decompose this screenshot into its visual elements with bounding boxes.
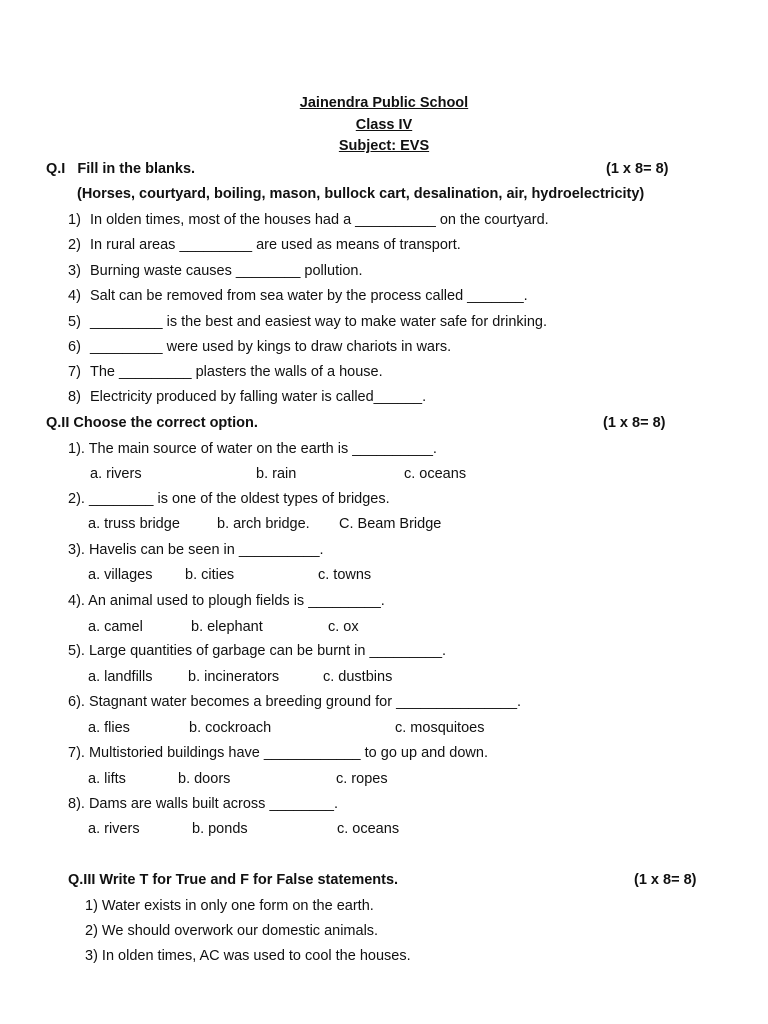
q1-item-text: _________ is the best and easiest way to make water safe for drinking.	[90, 314, 548, 330]
q2-question: 3). Havelis can be seen in __________.	[68, 542, 324, 558]
q2-marks: (1 x 8= 8)	[603, 415, 666, 431]
q2-option-b: b. ponds	[192, 821, 248, 837]
q1-item-text: The _________ plasters the walls of a house.	[90, 364, 383, 380]
q2-option-b: b. doors	[178, 771, 231, 787]
q2-question: 7). Multistoried buildings have ____________ to go up and down.	[68, 745, 488, 761]
q2-option-c: C. Beam Bridge	[339, 516, 442, 532]
subject-label: Subject: EVS	[338, 138, 430, 154]
q2-option-c: c. dustbins	[323, 669, 393, 685]
q2-question: 8). Dams are walls built across ________.	[68, 796, 338, 812]
q2-option-c: c. mosquitoes	[395, 720, 485, 736]
q2-option-b: b. incinerators	[188, 669, 280, 685]
q2-option-a: a. villages	[88, 567, 153, 583]
q2-question: 6). Stagnant water becomes a breeding ground for _______________.	[68, 694, 522, 710]
q2-option-c: c. ox	[328, 619, 359, 635]
q2-question: 1). The main source of water on the earth is __________.	[68, 441, 437, 457]
q2-option-b: b. arch bridge.	[217, 516, 310, 532]
q2-option-a: a. landfills	[88, 669, 153, 685]
q2-option-a: a. lifts	[88, 771, 126, 787]
class-label: Class IV	[355, 117, 413, 133]
q2-option-b: b. elephant	[191, 619, 263, 635]
q1-item-text: Salt can be removed from sea water by the process called _______.	[90, 288, 528, 304]
q2-option-a: a. truss bridge	[88, 516, 180, 532]
q1-item-num: 6)	[68, 339, 81, 355]
q1-item-text: Electricity produced by falling water is called______.	[90, 389, 427, 405]
q2-option-a: a. rivers	[88, 821, 140, 837]
q1-item-text: Burning waste causes ________ pollution.	[90, 263, 363, 279]
q1-item-num: 7)	[68, 364, 81, 380]
q2-option-a: a. camel	[88, 619, 143, 635]
q1-item-num: 2)	[68, 237, 81, 253]
q1-title: Q.I Fill in the blanks.	[46, 161, 196, 177]
q3-statement: 1) Water exists in only one form on the earth.	[85, 898, 374, 914]
q1-marks: (1 x 8= 8)	[606, 161, 669, 177]
q1-item-text: In olden times, most of the houses had a __________ on the courtyard.	[90, 212, 549, 228]
q2-option-c: c. oceans	[337, 821, 400, 837]
q1-item-text: In rural areas _________ are used as means of transport.	[90, 237, 461, 253]
q2-option-a: a. rivers	[90, 466, 142, 482]
q2-question: 2). ________ is one of the oldest types of bridges.	[68, 491, 390, 507]
q2-option-a: a. flies	[88, 720, 130, 736]
q3-statement: 2) We should overwork our domestic animals.	[85, 923, 379, 939]
q1-item-num: 8)	[68, 389, 81, 405]
q2-option-b: b. cockroach	[189, 720, 272, 736]
q1-item-num: 1)	[68, 212, 81, 228]
school-name: Jainendra Public School	[299, 95, 469, 111]
q3-title: Q.III Write T for True and F for False statements.	[68, 872, 399, 888]
q3-marks: (1 x 8= 8)	[634, 872, 697, 888]
q2-option-b: b. cities	[185, 567, 235, 583]
q1-word-bank: (Horses, courtyard, boiling, mason, bullock cart, desalination, air, hydroelectricity)	[77, 186, 645, 202]
q2-title: Q.II Choose the correct option.	[46, 415, 258, 431]
q1-item-num: 4)	[68, 288, 81, 304]
q3-statement: 3) In olden times, AC was used to cool the houses.	[85, 948, 411, 964]
q1-item-text: _________ were used by kings to draw chariots in wars.	[90, 339, 452, 355]
q2-option-c: c. ropes	[336, 771, 388, 787]
q2-option-c: c. towns	[318, 567, 372, 583]
q1-item-num: 5)	[68, 314, 81, 330]
q2-option-b: b. rain	[256, 466, 297, 482]
q1-item-num: 3)	[68, 263, 81, 279]
q2-question: 5). Large quantities of garbage can be burnt in _________.	[68, 643, 447, 659]
q2-option-c: c. oceans	[404, 466, 467, 482]
q2-question: 4). An animal used to plough fields is _________.	[68, 593, 385, 609]
